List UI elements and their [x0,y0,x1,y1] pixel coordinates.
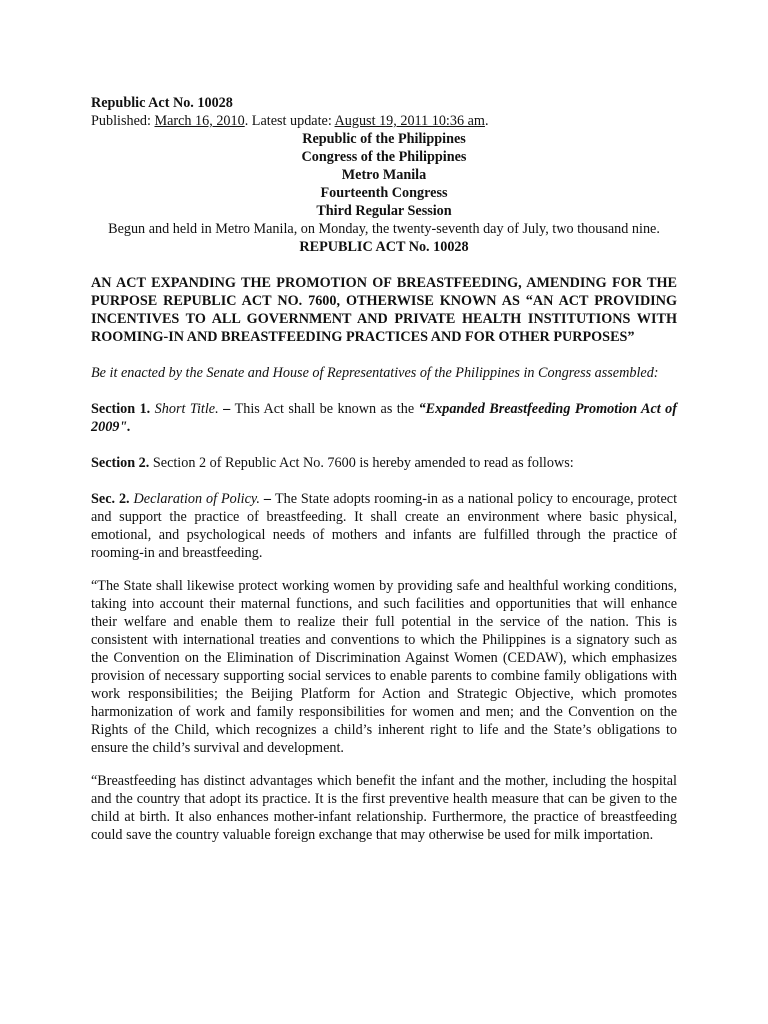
heading-republic: Republic of the Philippines [302,131,466,147]
section-2-text: Section 2 of Republic Act No. 7600 is hereby amended to read as follows: [149,455,574,471]
begun-held-statement: Begun and held in Metro Manila, on Monday, the twenty-seventh day of July, two thousand nine. [108,221,660,237]
latest-update-link[interactable]: August 19, 2011 10:36 am [334,113,485,129]
heading-session: Third Regular Session [316,203,452,219]
section-1-dash: – [218,401,235,417]
paragraph-working-women: “The State shall likewise protect working women by providing safe and healthful working conditions, taking into account their maternal functions, and such facilities and opportunities that will enhance their welfare and enable them to realize their full potential in the service of the nation. This is consistent with international treaties and conventions to which the Philippines is a signatory such as the Convention on the Elimination of Discrimination Against Women (CEDAW), which emphasizes provision of necessary supporting social services to enable parents to combine family obligations with work responsibilities; the Beijing Platform for Action and Strategic Objective, which promotes harmonization of work and family responsibilities for women and men; and the Convention on the Rights of the Child, which recognizes a child’s inherent right to life and the State’s obligations to ensure the child’s survival and development. [91,578,677,756]
section-1-text: This Act shall be known as the [234,401,419,417]
enacting-clause: Be it enacted by the Senate and House of Representatives of the Philippines in Congress assembled: [91,365,659,381]
sec-2-text: The State adopts rooming-in as a national policy to encourage, protect and support the practice of breastfeeding. It shall create an environment where basic physical, emotional, and psychological needs of mothers and infants are fulfilled through the practice of rooming-in and breastfeeding. [91,491,678,561]
publication-line [91,112,677,130]
section-1-heading: Short Title. [150,401,219,417]
act-number-heading: Republic Act No. 10028 [91,95,233,111]
heading-location: Metro Manila [341,167,427,183]
latest-update-label: . Latest update: [244,113,335,129]
act-number-caps: REPUBLIC ACT No. 10028 [299,239,469,255]
sec-2-heading: Declaration of Policy. [129,491,260,507]
heading-congress: Congress of the Philippines [301,149,467,165]
sec-2-declaration [91,490,677,562]
section-1-label: Section 1. [91,401,151,417]
published-date-link[interactable]: March 16, 2010 [154,113,245,129]
published-label: Published: [91,113,155,129]
section-2 [91,454,677,472]
section-2-label: Section 2. [91,455,150,471]
heading-congress-number: Fourteenth Congress [320,185,448,201]
sec-2-label: Sec. 2. [91,491,130,507]
paragraph-breastfeeding-advantages: “Breastfeeding has distinct advantages which benefit the infant and the mother, including the hospital and the country that adopt its practice. It is the first preventive health measure that can be given to the child at birth. It also enhances mother-infant relationship. Furthermore, the practice of breastfeeding could save the country valuable foreign exchange that may otherwise be used for milk importation. [91,773,677,843]
section-1 [91,400,677,436]
period: . [484,113,489,129]
sec-2-dash: – [259,491,275,507]
section-1-act-name: “Expanded Breastfeeding Promotion Act of 2009". [91,401,677,435]
act-title: AN ACT EXPANDING THE PROMOTION OF BREASTFEEDING, AMENDING FOR THE PURPOSE REPUBLIC ACT NO. 7600, OTHERWISE KNOWN AS “AN ACT PROVIDING INCENTIVES TO ALL GOVERNMENT AND PRIVATE HEALTH INSTITUTIONS WITH ROOMING-IN AND BREASTFEEDING PRACTICES AND FOR OTHER PURPOSES” [91,275,677,345]
